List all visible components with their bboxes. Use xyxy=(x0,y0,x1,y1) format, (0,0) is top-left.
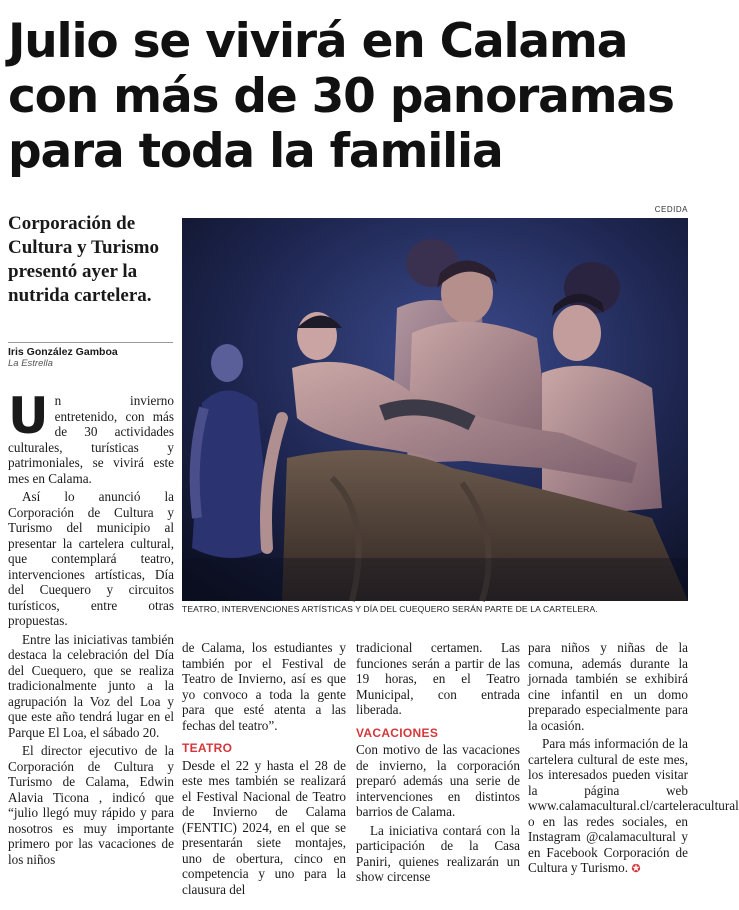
article-column-1 xyxy=(8,387,174,870)
article-column-3 xyxy=(356,640,520,888)
paragraph: para niños y niñas de la comuna, además durante la jornada también se exhibirá cine infantil en un domo preparado especialmente para la ocasión. xyxy=(528,640,688,733)
headline: Julio se vivirá en Calama con más de 30 panoramas para toda la familia xyxy=(8,14,674,179)
paragraph: La iniciativa contará con la participación de la Casa Paniri, quienes realizarán un show circense xyxy=(356,822,520,884)
paragraph: Desde el 22 y hasta el 28 de este mes también se realizará el Festival Nacional de Teatro de Invierno de Calama (FENTIC) 2024, en el que se presentarán siete montajes, uno de obertura, cinco en competencia y uno para la clausura del xyxy=(182,757,346,897)
byline-author: Iris González Gamboa xyxy=(8,346,118,358)
stage-performance-illustration xyxy=(182,218,688,601)
paragraph: Así lo anunció la Corporación de Cultura y Turismo del municipio al presentar la cartelera cultural, que contemplará teatro, intervenciones artísticas, Día del Cuequero y circuitos turísticos, entre otras propuestas. xyxy=(8,489,174,628)
closing-text: Para más información de la cartelera cultural de este mes, los interesados pueden visitar la página web www.calamacultural.cl/carteleracultural o en las redes sociales, en Instagram @calamacultural y en Facebook Corporación de Cultura y Turismo. xyxy=(528,736,739,875)
end-of-article-icon: ✪ xyxy=(631,863,641,875)
paragraph: tradicional certamen. Las funciones serán a partir de las 19 horas, en el Teatro Municipal, con entrada liberada. xyxy=(356,640,520,717)
paragraph: de Calama, los estudiantes y también por el Festival de Teatro de Invierno, así es que yo convoco a toda la gente para que esté atenta a las fechas del teatro”. xyxy=(182,640,346,733)
paragraph: Con motivo de las vacaciones de invierno, la corporación preparó además una serie de intervenciones en distintos barrios de Calama. xyxy=(356,742,520,819)
article-column-2 xyxy=(182,640,346,900)
section-heading-vacaciones: VACACIONES xyxy=(356,725,439,740)
section-heading-teatro: TEATRO xyxy=(182,741,233,755)
paragraph: Entre las iniciativas también destaca la celebración del Día del Cuequero, que se realiza tradicionalmente junto a la agrupación la Voz del Loa y que este año tendrá lugar en el Parque El Loa, el sábado 20. xyxy=(8,631,174,740)
photo-credit: CEDIDA xyxy=(654,205,688,214)
byline xyxy=(8,342,173,369)
drop-cap: U xyxy=(8,387,49,445)
lead-text: n invierno entretenido, con más de 30 actividades culturales, turísticas y patrimoniales, se vivirá este mes en Calama. xyxy=(8,393,174,486)
paragraph-lead xyxy=(8,387,174,486)
photo-caption: TEATRO, INTERVENCIONES ARTÍSTICAS Y DÍA DEL CUEQUERO SERÁN PARTE DE LA CARTELERA. xyxy=(182,604,598,614)
deck: Corporación de Cultura y Turismo presentó ayer la nutrida cartelera. xyxy=(8,213,159,306)
byline-outlet: La Estrella xyxy=(8,358,53,369)
paragraph-closing xyxy=(528,736,739,878)
paragraph: El director ejecutivo de la Corporación de Cultura y Turismo de Calama, Edwin Alavia Ticona , indicó que “julio llegó muy rápido y para nosotros es muy importante primero por las vacaciones de los niños xyxy=(8,743,174,867)
article-photo xyxy=(182,218,688,601)
article-column-4 xyxy=(528,640,739,881)
